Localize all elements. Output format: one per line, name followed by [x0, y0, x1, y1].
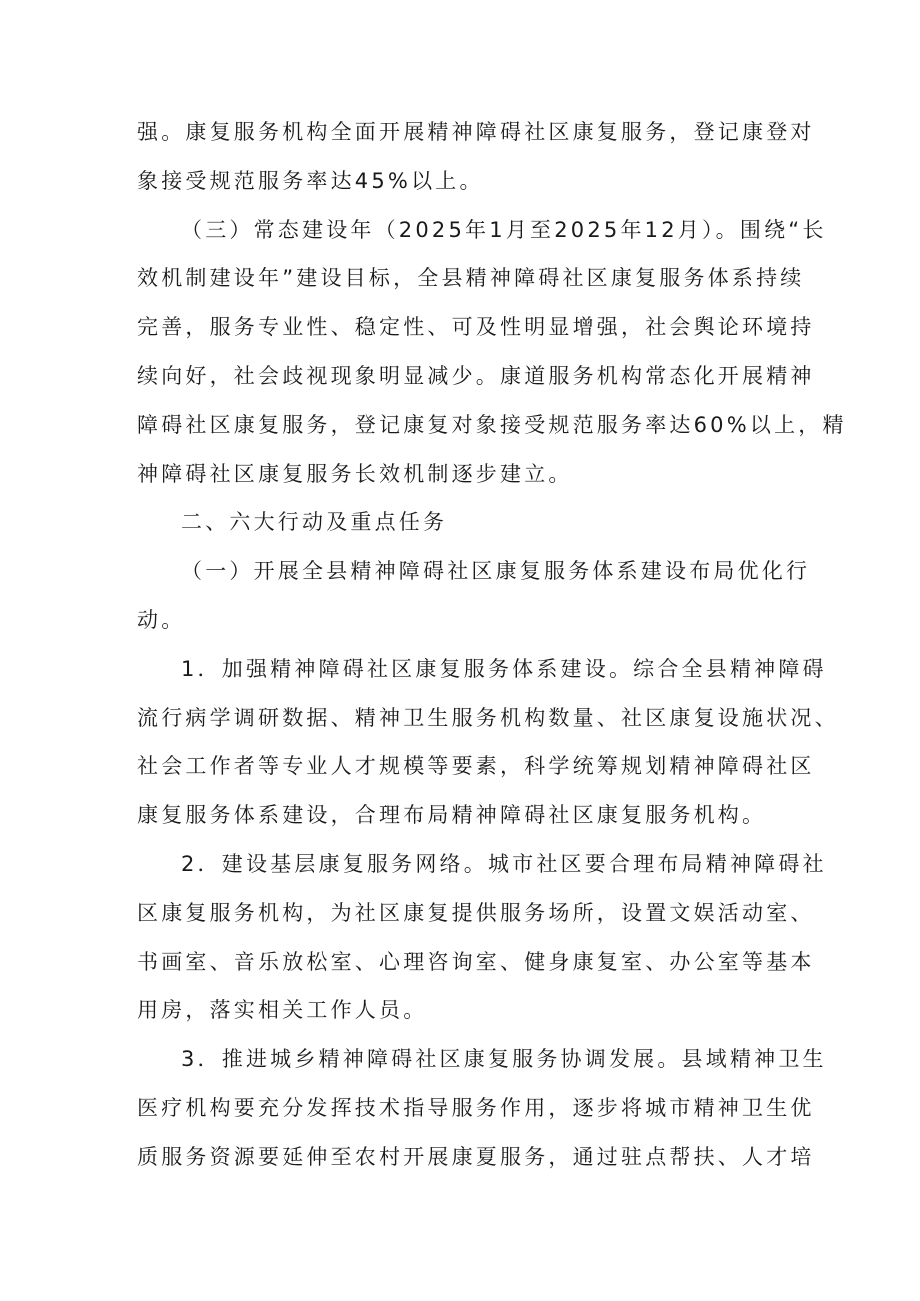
document-body — [137, 108, 847, 1182]
text-line: 医疗机构要充分发挥技术指导服务作用，逐步将城市精神卫生优 — [137, 1095, 815, 1120]
text-line: 动。 — [137, 607, 186, 632]
text-line: 效机制建设年”建设目标，全县精神障碍社区康复服务体系持续 — [137, 266, 805, 291]
section-heading — [137, 498, 787, 547]
text-line: 康复服务体系建设，合理布局精神障碍社区康复服务机构。 — [137, 803, 767, 828]
text-line: 书画室、音乐放松室、心理咨询室、健身康复室、办公室等基本 — [137, 949, 815, 974]
paragraph-goal-continuation — [137, 108, 815, 206]
text-line: 2．建设基层康复服务网络。城市社区要合理布局精神障碍社 — [181, 851, 827, 876]
paragraph-item-3 — [137, 1035, 827, 1181]
text-line: 1．加强精神障碍社区康复服务体系建设。综合全县精神障碍 — [181, 656, 827, 681]
subsection-heading — [137, 547, 811, 645]
text-line: 强。康复服务机构全面开展精神障碍社区康复服务，登记康登对 — [137, 120, 815, 144]
paragraph-item-2 — [137, 840, 827, 1035]
text-line: 社会工作者等专业人才规模等要素，科学统筹规划精神障碍社区 — [137, 754, 815, 779]
text-line: 二、六大行动及重点任务 — [181, 510, 448, 535]
text-line: 质服务资源要延伸至农村开展康夏服务，通过驻点帮扶、人才培 — [137, 1144, 815, 1169]
text-line: 区康复服务机构，为社区康复提供服务场所，设置文娱活动室、 — [137, 900, 815, 925]
paragraph-item-1 — [137, 645, 839, 840]
text-line: 流行病学调研数据、精神卫生服务机构数量、社区康复设施状况、 — [137, 705, 839, 730]
text-line: 3．推进城乡精神障碍社区康复服务协调发展。县域精神卫生 — [181, 1047, 827, 1072]
text-line: （一）开展全县精神障碍社区康复服务体系建设布局优化行 — [181, 559, 811, 584]
text-line: 续向好，社会歧视现象明显减少。康道服务机构常态化开展精神 — [137, 363, 815, 388]
text-line: （三）常态建设年（2025年1月至2025年12月）。围绕“长 — [181, 217, 827, 242]
text-line: 障碍社区康复服务，登记康复对象接受规范服务率达60%以上，精 — [137, 412, 847, 437]
text-line: 用房，落实相关工作人员。 — [137, 998, 428, 1023]
text-line: 象接受规范服务率达45%以上。 — [137, 168, 484, 193]
text-line: 神障碍社区康复服务长效机制逐步建立。 — [137, 461, 573, 486]
paragraph-normal-construction-year — [137, 206, 847, 499]
text-line: 完善，服务专业性、稳定性、可及性明显增强，社会舆论环境持 — [137, 315, 815, 340]
